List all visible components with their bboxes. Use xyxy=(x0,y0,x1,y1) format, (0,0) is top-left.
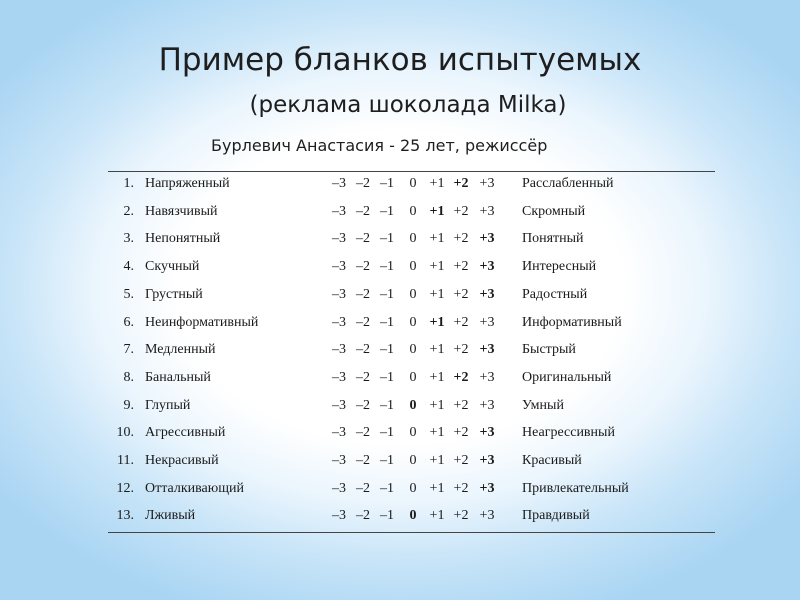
scale-value: –3 xyxy=(332,231,346,247)
scale-value-selected: +3 xyxy=(479,453,495,468)
left-adjective: Напряженный xyxy=(145,176,230,191)
scale-value: +2 xyxy=(453,508,469,524)
scale-value: +2 xyxy=(453,425,469,441)
scale-value: +1 xyxy=(429,453,445,468)
row-number: 4. xyxy=(123,259,134,275)
scale-value: +2 xyxy=(453,397,469,413)
scale-value-selected: 0 xyxy=(409,397,417,413)
right-adjective: Интересный xyxy=(522,259,597,275)
scale-value: –2 xyxy=(356,259,370,275)
scale-value: +3 xyxy=(479,397,495,413)
scale-value: –1 xyxy=(380,231,394,247)
left-adjective: Скучный xyxy=(145,259,200,275)
left-adjective: Неинформативный xyxy=(145,314,259,330)
row-number: 3. xyxy=(123,231,134,247)
scale-value: +1 xyxy=(429,480,445,496)
right-adjective: Расслабленный xyxy=(522,176,614,191)
scale-value: –1 xyxy=(380,203,394,219)
left-adjective: Некрасивый xyxy=(145,453,219,468)
scale-value: 0 xyxy=(409,203,417,219)
row-number: 13. xyxy=(116,508,134,524)
scale-value: –3 xyxy=(332,397,346,413)
scale-value: +2 xyxy=(453,453,469,468)
scale-value-selected: +3 xyxy=(479,231,495,247)
row-number: 7. xyxy=(123,342,134,358)
right-adjective: Правдивый xyxy=(522,508,590,524)
respondent-info: Бурлевич Анастасия - 25 лет, режиссёр xyxy=(211,136,548,155)
table-row xyxy=(108,170,715,197)
scale-value: +1 xyxy=(429,508,445,524)
scale-value: –1 xyxy=(380,369,394,385)
scale-value: 0 xyxy=(409,342,417,358)
table-row xyxy=(108,281,715,308)
scale-value: 0 xyxy=(409,314,417,330)
scale-value: 0 xyxy=(409,286,417,302)
right-adjective: Неагрессивный xyxy=(522,425,615,441)
scale-value: –2 xyxy=(356,286,370,302)
right-adjective: Радостный xyxy=(522,286,588,302)
scale-value: –2 xyxy=(356,397,370,413)
scale-value: 0 xyxy=(409,176,417,191)
scale-value: –3 xyxy=(332,425,346,441)
scale-value: +1 xyxy=(429,231,445,247)
scale-value: +1 xyxy=(429,397,445,413)
scale-value: +1 xyxy=(429,369,445,385)
scale-value-selected: +3 xyxy=(479,259,495,275)
row-number: 9. xyxy=(123,397,134,413)
scale-value-selected: +3 xyxy=(479,286,495,302)
row-number: 5. xyxy=(123,286,134,302)
scale-value: –2 xyxy=(356,176,370,191)
scale-value: 0 xyxy=(409,425,417,441)
left-adjective: Грустный xyxy=(145,286,203,302)
scale-value-selected: +3 xyxy=(479,480,495,496)
right-adjective: Информативный xyxy=(522,314,622,330)
row-number: 1. xyxy=(123,176,134,191)
scale-value: +1 xyxy=(429,259,445,275)
scale-value: –3 xyxy=(332,453,346,468)
questionnaire-table xyxy=(108,170,715,530)
scale-value: 0 xyxy=(409,231,417,247)
scale-value: +2 xyxy=(453,314,469,330)
row-number: 8. xyxy=(123,369,134,385)
table-row xyxy=(108,447,715,474)
scale-value: +3 xyxy=(479,314,495,330)
scale-value: +1 xyxy=(429,176,445,191)
page-subtitle: (реклама шоколада Milka) xyxy=(249,92,567,118)
right-adjective: Умный xyxy=(522,397,564,413)
table-row xyxy=(108,309,715,336)
table-row xyxy=(108,419,715,446)
scale-value-selected: +2 xyxy=(453,176,469,191)
left-adjective: Банальный xyxy=(145,369,211,385)
scale-value: –3 xyxy=(332,314,346,330)
scale-value: –1 xyxy=(380,176,394,191)
scale-value-selected: +2 xyxy=(453,369,469,385)
scale-value-selected: +1 xyxy=(429,314,445,330)
scale-value: +1 xyxy=(429,286,445,302)
scale-value: –2 xyxy=(356,453,370,468)
scale-value: –1 xyxy=(380,314,394,330)
scale-value: +3 xyxy=(479,203,495,219)
left-adjective: Медленный xyxy=(145,342,216,358)
scale-value: –3 xyxy=(332,342,346,358)
right-adjective: Привлекательный xyxy=(522,480,629,496)
table-row xyxy=(108,336,715,363)
right-adjective: Оригинальный xyxy=(522,369,612,385)
scale-value: +3 xyxy=(479,508,495,524)
table-row xyxy=(108,475,715,502)
scale-value: +3 xyxy=(479,176,495,191)
table-bottom-rule xyxy=(108,532,715,533)
scale-value: –3 xyxy=(332,176,346,191)
scale-value: 0 xyxy=(409,369,417,385)
scale-value-selected: +3 xyxy=(479,342,495,358)
scale-value: –1 xyxy=(380,342,394,358)
scale-value: –2 xyxy=(356,508,370,524)
scale-value: –2 xyxy=(356,342,370,358)
scale-value: –3 xyxy=(332,508,346,524)
left-adjective: Глупый xyxy=(145,397,191,413)
scale-value: +1 xyxy=(429,342,445,358)
scale-value: 0 xyxy=(409,480,417,496)
scale-value: –1 xyxy=(380,480,394,496)
scale-value: –1 xyxy=(380,259,394,275)
table-row xyxy=(108,225,715,252)
scale-value: –1 xyxy=(380,397,394,413)
left-adjective: Непонятный xyxy=(145,231,221,247)
table-row xyxy=(108,392,715,419)
scale-value: –1 xyxy=(380,453,394,468)
scale-value: –2 xyxy=(356,203,370,219)
scale-value: +2 xyxy=(453,231,469,247)
scale-value: +2 xyxy=(453,342,469,358)
table-row xyxy=(108,198,715,225)
row-number: 12. xyxy=(116,480,134,496)
scale-value: +2 xyxy=(453,286,469,302)
scale-value: 0 xyxy=(409,453,417,468)
table-row xyxy=(108,253,715,280)
left-adjective: Лживый xyxy=(145,508,196,524)
scale-value: –3 xyxy=(332,203,346,219)
row-number: 11. xyxy=(117,453,134,468)
scale-value: 0 xyxy=(409,259,417,275)
scale-value: –2 xyxy=(356,425,370,441)
scale-value: –2 xyxy=(356,231,370,247)
scale-value: –1 xyxy=(380,286,394,302)
table-row xyxy=(108,364,715,391)
left-adjective: Отталкивающий xyxy=(145,480,244,496)
scale-value: –2 xyxy=(356,314,370,330)
row-number: 2. xyxy=(123,203,134,219)
right-adjective: Понятный xyxy=(522,231,584,247)
scale-value: +2 xyxy=(453,259,469,275)
scale-value: –2 xyxy=(356,480,370,496)
scale-value: –3 xyxy=(332,369,346,385)
row-number: 6. xyxy=(123,314,134,330)
scale-value: –2 xyxy=(356,369,370,385)
scale-value: –3 xyxy=(332,286,346,302)
scale-value: –3 xyxy=(332,259,346,275)
left-adjective: Навязчивый xyxy=(145,203,218,219)
scale-value: +2 xyxy=(453,203,469,219)
row-number: 10. xyxy=(116,425,134,441)
table-row xyxy=(108,502,715,529)
scale-value: –3 xyxy=(332,480,346,496)
scale-value: +3 xyxy=(479,369,495,385)
scale-value-selected: +1 xyxy=(429,203,445,219)
right-adjective: Быстрый xyxy=(522,342,576,358)
scale-value: –1 xyxy=(380,508,394,524)
scale-value-selected: +3 xyxy=(479,425,495,441)
scale-value: +1 xyxy=(429,425,445,441)
scale-value-selected: 0 xyxy=(409,508,417,524)
scale-value: +2 xyxy=(453,480,469,496)
page-title: Пример бланков испытуемых xyxy=(158,42,642,78)
right-adjective: Скромный xyxy=(522,203,586,219)
scale-value: –1 xyxy=(380,425,394,441)
right-adjective: Красивый xyxy=(522,453,582,468)
left-adjective: Агрессивный xyxy=(145,425,226,441)
